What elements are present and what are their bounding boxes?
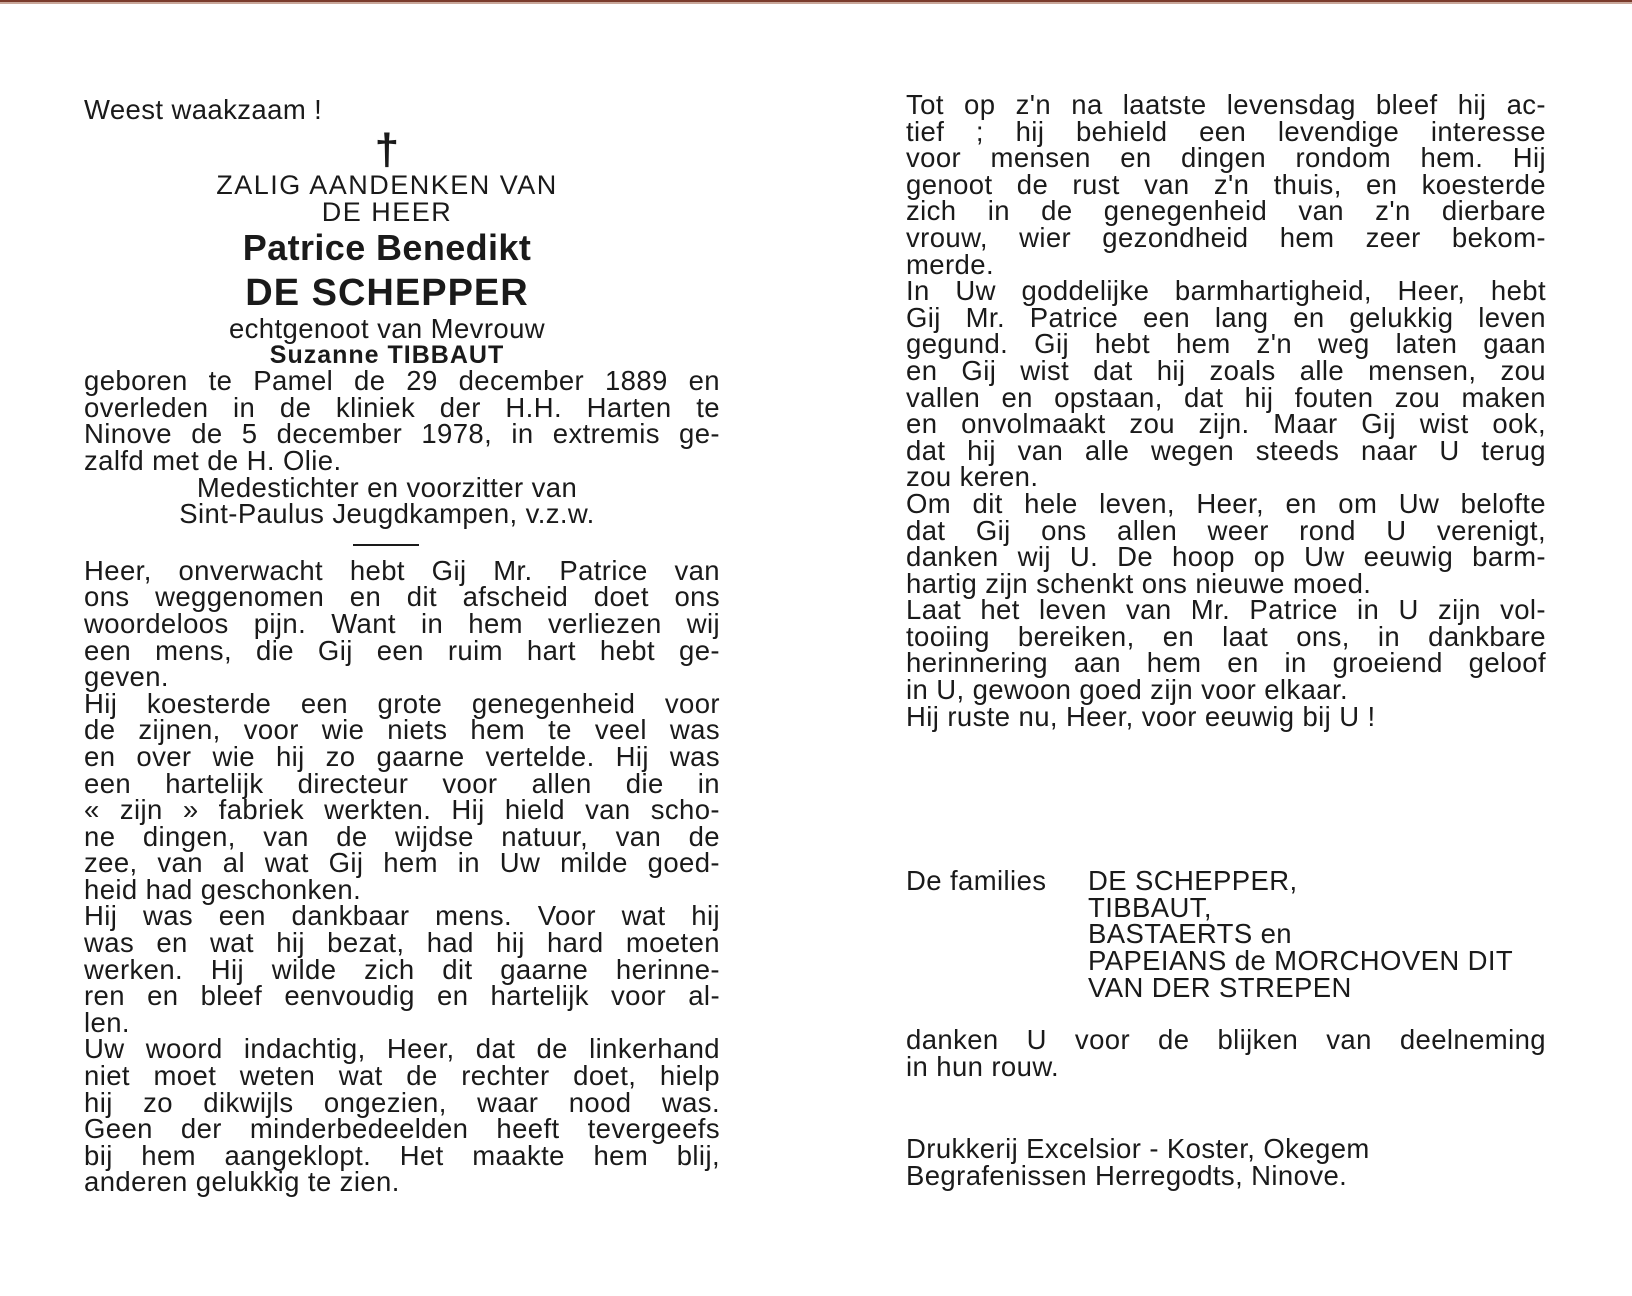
text-line: anderen gelukkig te zien. [84, 1166, 400, 1198]
spouse-intro: echtgenoot van Mevrouw [228, 312, 546, 344]
top-border [0, 0, 1632, 8]
text-line: dat Gij ons allen weer rond U verenigt, [906, 514, 1546, 546]
text-line: tooiing bereiken, en laat ons, in dankbare [906, 620, 1546, 652]
text-line: Heer, onverwacht hebt Gij Mr. Patrice van [84, 554, 720, 586]
text-line: tief ; hij behield een levendige interesse [906, 115, 1546, 147]
thanks-line: danken U voor de blijken van deelneming [906, 1024, 1546, 1056]
families-row [906, 945, 1546, 977]
text-line: danken wij U. De hoop op Uw eeuwig barm- [906, 541, 1546, 573]
text-line: een mens, die Gij een ruim hart hebt ge- [84, 634, 720, 666]
deceased-first-names: Patrice Benedikt [242, 226, 532, 268]
right-paragraphs [906, 89, 1546, 732]
text-line: zou keren. [906, 461, 1039, 493]
text-line: hartig zijn schenkt ons nieuwe moed. [906, 567, 1372, 599]
text-line: in U, gewoon goed zijn voor elkaar. [906, 674, 1349, 706]
families-row [906, 865, 1546, 897]
text-line: herinnering aan hem en in groeiend geloof [906, 647, 1546, 679]
text-line: niet moet weten wat de rechter doet, hielp [84, 1060, 720, 1092]
separator-rule [353, 544, 419, 546]
text-line: vallen en opstaan, dat hij fouten zou maken [906, 381, 1546, 413]
deceased-last-name: DE SCHEPPER [245, 271, 529, 314]
text-line: hij zo dikwijls ongezien, waar nood was. [84, 1086, 720, 1118]
text-line: Gij Mr. Patrice een lang en gelukkig leven [906, 301, 1546, 333]
dedication-line-2: Sint-Paulus Jeugdkampen, v.z.w. [179, 498, 595, 530]
text-line: zalfd met de H. Olie. [84, 444, 342, 476]
text-line: ons weggenomen en dit afscheid doet ons [84, 581, 720, 613]
families-row [906, 971, 1546, 1003]
text-line: geven. [84, 661, 169, 693]
family-name: VAN DER STREPEN [1088, 971, 1352, 1003]
text-line: vrouw, wier gezondheid hem zeer bekom- [906, 221, 1546, 253]
printer-line: Drukkerij Excelsior - Koster, Okegem [906, 1133, 1370, 1165]
text-line: overleden in de kliniek der H.H. Harten te [84, 391, 720, 423]
dedication-line-1: Medestichter en voorzitter van [196, 471, 578, 503]
text-line: Hij ruste nu, Heer, voor eeuwig bij U ! [906, 700, 1376, 732]
text-line: en onvolmaakt zou zijn. Maar Gij wist ook, [906, 408, 1546, 440]
text-line: ne dingen, van de wijdse natuur, van de [84, 820, 720, 852]
text-line: merde. [906, 248, 994, 280]
text-line: Hij was een dankbaar mens. Voor wat hij [84, 900, 720, 932]
printer-credits [906, 1133, 1546, 1191]
printer-line: Begrafenissen Herregodts, Ninove. [906, 1160, 1348, 1191]
text-line: en Gij wist dat hij zoals alle mensen, zou [906, 354, 1546, 386]
paragraph [906, 594, 1546, 706]
families-block [906, 865, 1546, 1003]
families-row [906, 918, 1546, 950]
paragraph [84, 1033, 720, 1198]
header-line-1: ZALIG AANDENKEN VAN [216, 169, 558, 200]
text-line: en over wie hij zo gaarne vertelde. Hij was [84, 740, 720, 772]
text-line: de zijnen, voor wie niets hem te veel was [84, 714, 720, 746]
paragraph [906, 89, 1546, 280]
text-line: ren en bleef eenvoudig en hartelijk voor al- [84, 980, 720, 1012]
thanks-line: in hun rouw. [906, 1050, 1060, 1082]
text-line: Tot op z'n na laatste levensdag bleef hij ac- [906, 89, 1546, 120]
family-name: TIBBAUT, [1088, 891, 1212, 923]
text-line: len. [84, 1006, 130, 1038]
paragraph [84, 687, 720, 905]
text-line: was en wat hij bezat, had hij hard moeten [84, 927, 720, 959]
text-line: zee, van al wat Gij hem in Uw milde goed- [84, 847, 720, 879]
thanks [906, 1024, 1546, 1082]
left-paragraphs [84, 554, 720, 1198]
families-label: De families [906, 865, 1047, 897]
text-line: genoot de rust van z'n thuis, en koesterde [906, 168, 1546, 200]
header-line-2: DE HEER [321, 196, 453, 227]
right-column [906, 89, 1546, 1191]
text-line: dat hij van alle wegen steeds naar U terug [906, 434, 1546, 466]
text-line: bij hem aangeklopt. Het maakte hem blij, [84, 1139, 720, 1171]
left-column [84, 94, 720, 1198]
families-row [906, 891, 1546, 923]
biography [84, 365, 720, 476]
text-line: In Uw goddelijke barmhartigheid, Heer, hebt [906, 275, 1546, 307]
text-line: « zijn » fabriek werkten. Hij hield van scho- [84, 794, 720, 826]
cross-icon: † [374, 124, 400, 174]
paragraph [84, 900, 720, 1038]
text-line: heid had geschonken. [84, 873, 362, 905]
text-line: een hartelijk directeur voor allen die in [84, 767, 720, 799]
paragraph [906, 700, 1546, 732]
text-line: Ninove de 5 december 1978, in extremis ge- [84, 418, 720, 450]
family-name: DE SCHEPPER, [1088, 865, 1298, 897]
text-line: werken. Hij wilde zich dit gaarne herinne- [84, 953, 720, 985]
paragraph [906, 275, 1546, 493]
family-name: PAPEIANS de MORCHOVEN DIT [1088, 945, 1514, 977]
motto: Weest waakzaam ! [84, 94, 323, 125]
text-line: Uw woord indachtig, Heer, dat de linkerhand [84, 1033, 720, 1065]
text-line: gegund. Gij hebt hem z'n weg laten gaan [906, 328, 1546, 360]
text-line: zich in de genegenheid van z'n dierbare [906, 195, 1546, 227]
text-line: Geen der minderbedeelden heeft tevergeefs [84, 1113, 720, 1145]
family-name: BASTAERTS en [1088, 918, 1293, 950]
text-line: voor mensen en dingen rondom hem. Hij [906, 142, 1546, 174]
paragraph [906, 487, 1546, 599]
text-line: woordeloos pijn. Want in hem verliezen wij [84, 607, 720, 639]
text-line: Laat het leven van Mr. Patrice in U zijn vol- [906, 594, 1546, 626]
text-line: Om dit hele leven, Heer, en om Uw belofte [906, 487, 1546, 519]
spouse-name: Suzanne TIBBAUT [269, 341, 505, 370]
text-line: Hij koesterde een grote genegenheid voor [84, 687, 720, 719]
paragraph [84, 554, 720, 693]
text-line: geboren te Pamel de 29 december 1889 en [84, 365, 720, 397]
